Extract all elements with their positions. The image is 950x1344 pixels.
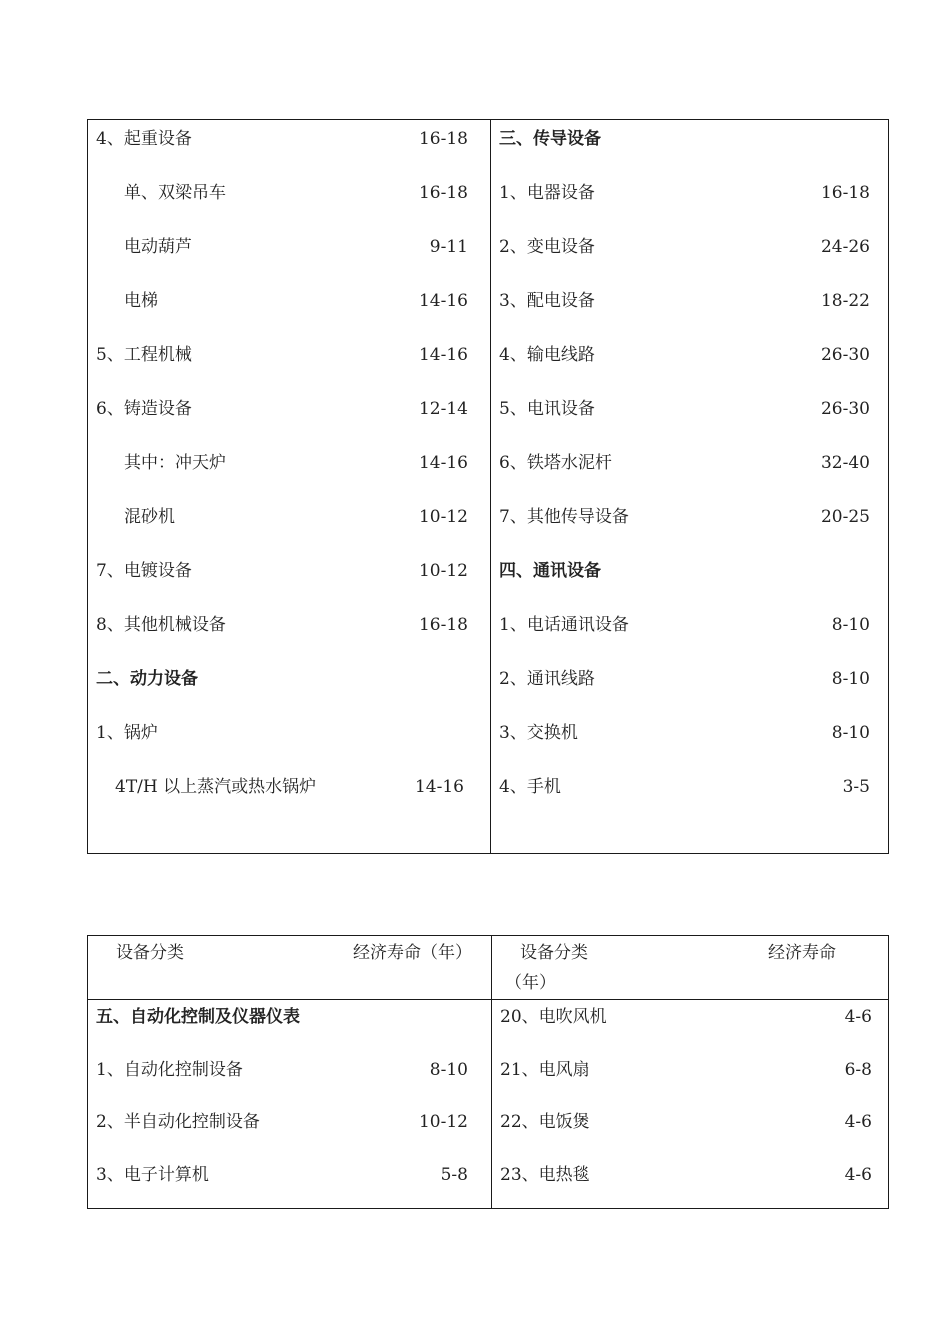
- equipment-name: 7、电镀设备: [96, 561, 192, 581]
- equipment-name: 1、电话通讯设备: [499, 615, 629, 635]
- economic-life-value: 26-30: [820, 345, 870, 365]
- economic-life-value: 9-11: [429, 237, 468, 257]
- economic-life-value: 18-22: [820, 291, 870, 311]
- equipment-name: 四、通讯设备: [499, 561, 601, 581]
- equipment-name: 混砂机: [124, 507, 175, 527]
- equipment-name: 6、铁塔水泥杆: [499, 453, 612, 473]
- table-row: [499, 503, 870, 531]
- economic-life-value: 8-10: [429, 1059, 468, 1080]
- table-row: [96, 1161, 468, 1189]
- equipment-name: 三、传导设备: [499, 129, 601, 149]
- equipment-name: 22、电饭煲: [500, 1112, 590, 1132]
- equipment-name: 5、工程机械: [96, 345, 192, 365]
- equipment-name: 1、自动化控制设备: [96, 1059, 243, 1080]
- equipment-name: 4、手机: [499, 777, 561, 797]
- equipment-name: 20、电吹风机: [500, 1007, 607, 1027]
- economic-life-value: 16-18: [418, 183, 468, 203]
- economic-life-value: 8-10: [831, 669, 870, 689]
- table-row: [124, 503, 468, 531]
- economic-life-value: 14-16: [418, 291, 468, 311]
- economic-life-value: 16-18: [418, 615, 468, 635]
- table-row: [124, 449, 468, 477]
- equipment-name: 4、起重设备: [96, 129, 192, 149]
- economic-life-value: 4-6: [844, 1007, 872, 1027]
- table-row: [499, 233, 870, 261]
- equipment-name: 5、电讯设备: [499, 399, 595, 419]
- equipment-name: 4、输电线路: [499, 345, 595, 365]
- table-row: [96, 1003, 468, 1031]
- header-divider: [88, 999, 888, 1000]
- table-row: [499, 557, 870, 585]
- header-right-life: 经济寿命: [768, 943, 836, 963]
- equipment-name: 二、动力设备: [96, 669, 198, 689]
- equipment-life-table-2: [87, 935, 889, 1209]
- column-divider: [490, 120, 491, 853]
- economic-life-value: 10-12: [418, 561, 468, 581]
- table-row: [499, 665, 870, 693]
- table-row: [499, 341, 870, 369]
- equipment-name: 2、通讯线路: [499, 669, 595, 689]
- economic-life-value: 10-12: [418, 507, 468, 527]
- header-right-category: 设备分类: [520, 943, 588, 963]
- economic-life-value: 10-12: [418, 1112, 468, 1132]
- table-row: [500, 1056, 872, 1084]
- header-left-life: 经济寿命（年）: [353, 943, 472, 963]
- economic-life-value: 16-18: [820, 183, 870, 203]
- table-row: [499, 179, 870, 207]
- table-row: [115, 773, 464, 801]
- table-row: [499, 773, 870, 801]
- economic-life-value: 16-18: [418, 129, 468, 149]
- table-row: [499, 611, 870, 639]
- table-row: [500, 1003, 872, 1031]
- column-divider: [491, 936, 492, 1208]
- table-row: [499, 287, 870, 315]
- equipment-name: 电梯: [124, 291, 158, 311]
- equipment-name: 3、交换机: [499, 723, 578, 743]
- table-row: [499, 449, 870, 477]
- equipment-name: 单、双梁吊车: [124, 183, 226, 203]
- equipment-name: 电动葫芦: [124, 237, 192, 257]
- economic-life-value: 6-8: [844, 1059, 872, 1080]
- economic-life-value: 3-5: [842, 777, 870, 797]
- table-row: [499, 395, 870, 423]
- table-row: [499, 125, 870, 153]
- equipment-name: 4T/H 以上蒸汽或热水锅炉: [115, 777, 317, 797]
- equipment-name: 2、半自动化控制设备: [96, 1112, 260, 1132]
- header-right-life-unit: （年）: [505, 973, 556, 993]
- table-row: [124, 287, 468, 315]
- economic-life-value: 8-10: [831, 723, 870, 743]
- economic-life-value: 14-16: [418, 345, 468, 365]
- table-row: [96, 341, 468, 369]
- equipment-name: 五、自动化控制及仪器仪表: [96, 1007, 300, 1027]
- table-row: [96, 1056, 468, 1084]
- equipment-name: 2、变电设备: [499, 237, 595, 257]
- table-row: [96, 611, 468, 639]
- equipment-name: 7、其他传导设备: [499, 507, 629, 527]
- equipment-name: 21、电风扇: [500, 1059, 590, 1080]
- equipment-life-table-1: [87, 119, 889, 854]
- table-row: [96, 1108, 468, 1136]
- table-row: [96, 665, 468, 693]
- table-row: [96, 125, 468, 153]
- equipment-name: 23、电热毯: [500, 1164, 590, 1185]
- table-row: [96, 395, 468, 423]
- economic-life-value: 26-30: [820, 399, 870, 419]
- equipment-name: 其中：冲天炉: [124, 453, 226, 473]
- economic-life-value: 20-25: [820, 507, 870, 527]
- economic-life-value: 32-40: [820, 453, 870, 473]
- table-row: [96, 557, 468, 585]
- economic-life-value: 12-14: [418, 399, 468, 419]
- economic-life-value: 14-16: [414, 777, 464, 797]
- equipment-name: 8、其他机械设备: [96, 615, 226, 635]
- equipment-name: 3、配电设备: [499, 291, 595, 311]
- table-row: [500, 1161, 872, 1189]
- table-row: [124, 233, 468, 261]
- table-row: [124, 179, 468, 207]
- economic-life-value: 4-6: [844, 1112, 872, 1132]
- economic-life-value: 4-6: [844, 1164, 872, 1185]
- economic-life-value: 8-10: [831, 615, 870, 635]
- equipment-name: 6、铸造设备: [96, 399, 192, 419]
- header-left-category: 设备分类: [116, 943, 184, 963]
- table-row: [96, 719, 468, 747]
- equipment-name: 1、电器设备: [499, 183, 595, 203]
- economic-life-value: 24-26: [820, 237, 870, 257]
- economic-life-value: 5-8: [440, 1164, 468, 1185]
- equipment-name: 3、电子计算机: [96, 1164, 209, 1185]
- equipment-name: 1、锅炉: [96, 723, 158, 743]
- economic-life-value: 14-16: [418, 453, 468, 473]
- table-row: [500, 1108, 872, 1136]
- table-row: [499, 719, 870, 747]
